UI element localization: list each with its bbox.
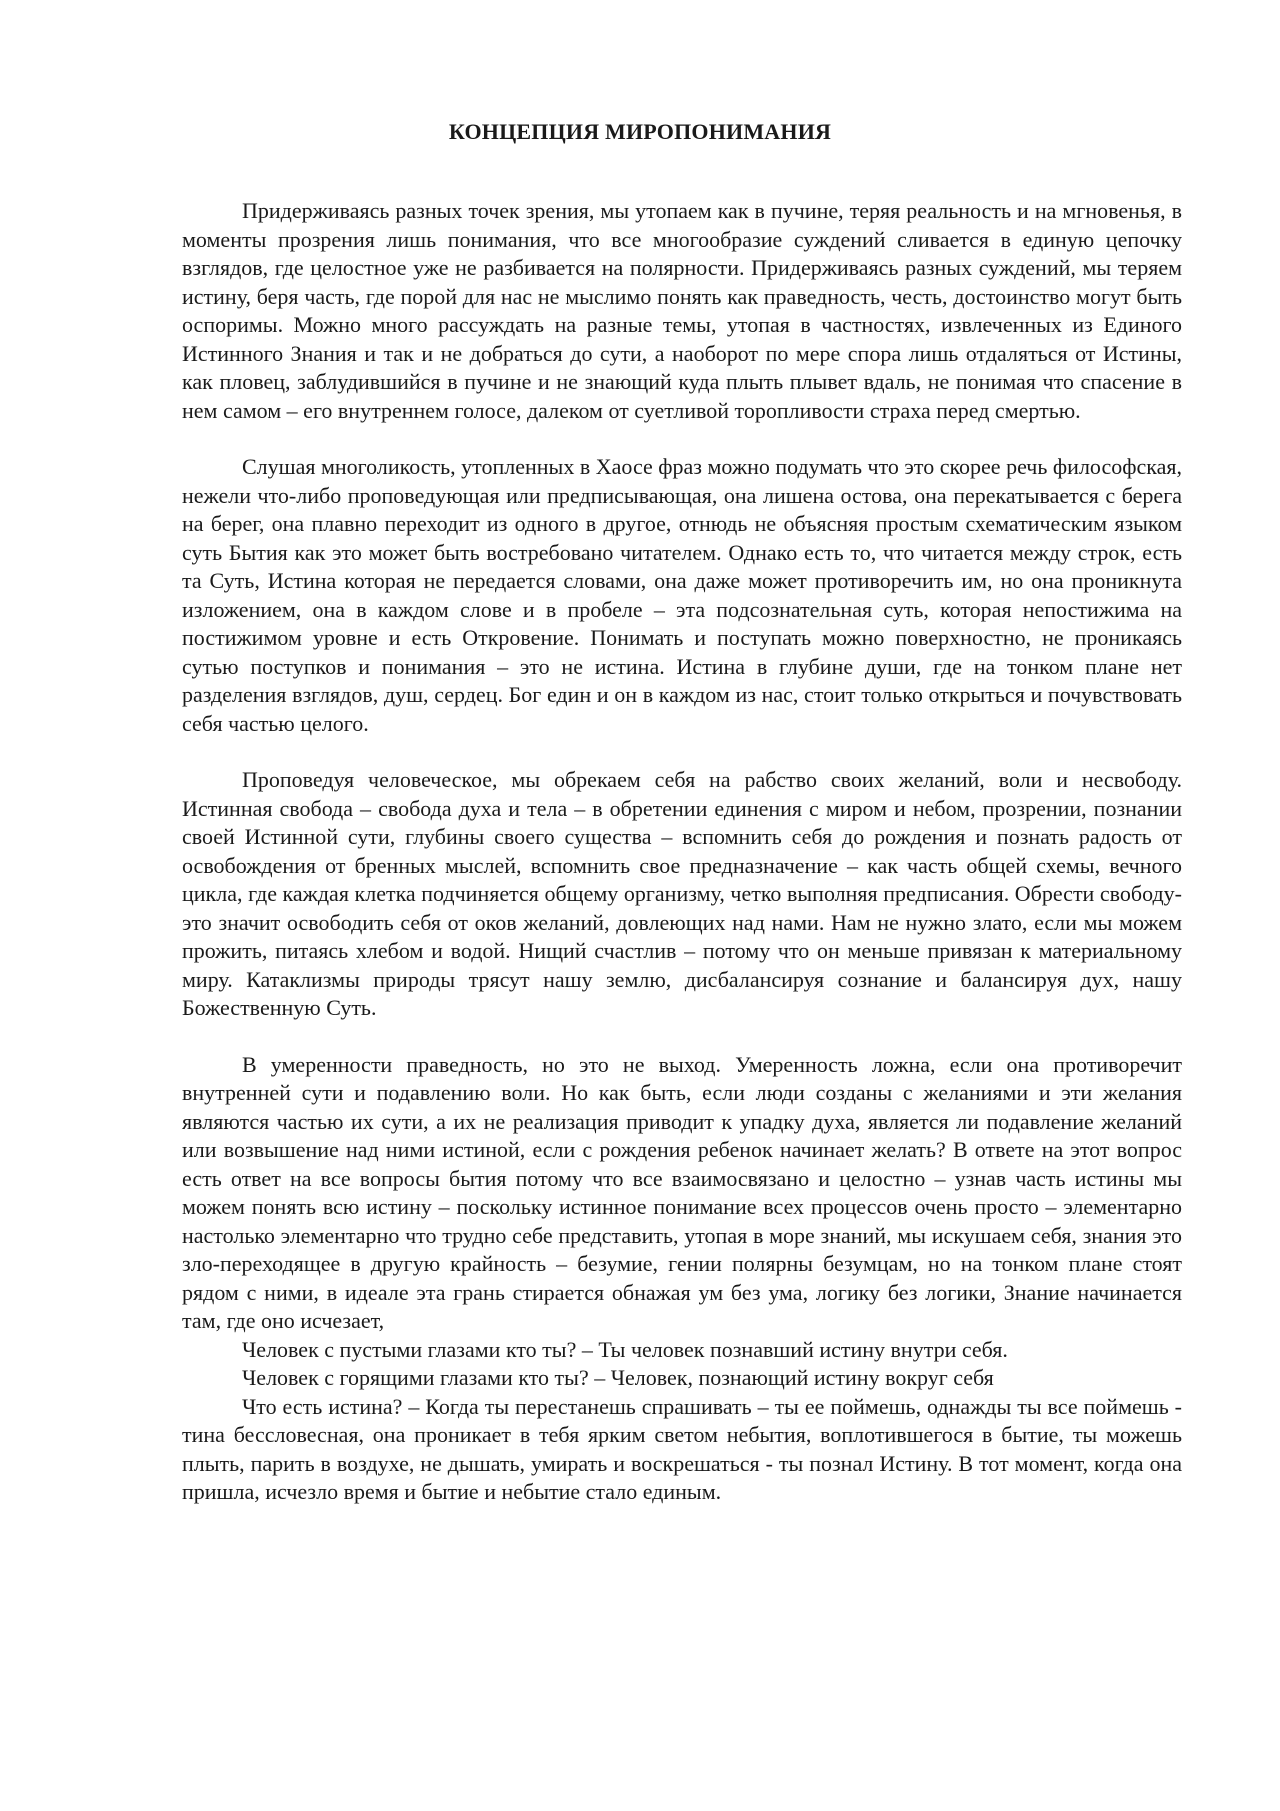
dialogue-line-3: Что есть истина? – Когда ты перестанешь спрашивать – ты ее поймешь, однажды ты все поймешь - тина бессловесная, она проникает в тебя ярким светом небытия, воплотившегося в бытие, ты можешь плыть, парить в воздухе, не дышать, умирать и воскрешаться - ты познал Истину. В тот момент, когда она пришла, исчезло время и бытие и небытие стало единым. [182, 1393, 1182, 1504]
paragraph-3: Проповедуя человеческое, мы обрекаем себя на рабство своих желаний, воли и несвободу. Истинная свобода – свобода духа и тела – в обретении единения с миром и небом, прозрении, познании своей Истинной сути, глубины своего существа – вспомнить себя до рождения и познать радость от освобождения от бренных мыслей, вспомнить свое предназначение – как часть общей схемы, вечного цикла, где каждая клетка подчиняется общему организму, четко выполняя предписания. Обрести свободу-это значит освободить себя от оков желаний, довлеющих над нами. Нам не нужно злато, если мы можем прожить, питаясь хлебом и водой. Нищий счастлив – потому что он меньше привязан к материальному миру. Катаклизмы природы трясут нашу землю, дисбалансируя сознание и балансируя дух, нашу Божественную Суть. [182, 767, 1182, 1020]
page-title: КОНЦЕПЦИЯ МИРОПОНИМАНИЯ [448, 119, 832, 144]
paragraph-1: Придерживаясь разных точек зрения, мы утопаем как в пучине, теряя реальность и на мгновенья, в моменты прозрения лишь понимания, что все многообразие суждений сливается в единую цепочку взглядов, где целостное уже не разбивается на полярности. Придерживаясь разных суждений, мы теряем истину, беря часть, где порой для нас не мыслимо понять как праведность, честь, достоинство могут быть оспоримы. Можно много рассуждать на разные темы, утопая в частностях, извлеченных из Единого Истинного Знания и так и не добраться до сути, а наоборот по мере спора лишь отдаляться от Истины, как пловец, заблудившийся в пучине и не знающий куда плыть плывет вдаль, не понимая что спасение в нем самом – его внутреннем голосе, далеком от суетливой торопливости страха перед смертью. [182, 198, 1182, 423]
paragraph-2: Слушая многоликость, утопленных в Хаосе фраз можно подумать что это скорее речь философская, нежели что-либо проповедующая или предписывающая, она лишена остова, она перекатывается с берега на берег, она плавно переходит из одного в другое, отнюдь не объясняя простым схематическим языком суть Бытия как это может быть востребовано читателем. Однако есть то, что читается между строк, есть та Суть, Истина которая не передается словами, она даже может противоречить им, но она проникнута изложением, она в каждом слове и в пробеле – эта подсознательная суть, которая непостижима на постижимом уровне и есть Откровение. Понимать и поступать можно поверхностно, не проникаясь сутью поступков и понимания – это не истина. Истина в глубине души, где на тонком плане нет разделения взглядов, душ, сердец. Бог един и он в каждом из нас, стоит только открыться и почувствовать себя частью целого. [182, 454, 1182, 736]
dialogue-line-1: Человек с пустыми глазами кто ты? – Ты человек познавший истину внутри себя. [242, 1336, 1008, 1362]
dialogue-line-2: Человек с горящими глазами кто ты? – Человек, познающий истину вокруг себя [242, 1365, 994, 1390]
paragraph-4: В умеренности праведность, но это не выход. Умеренность ложна, если она противоречит внутренней сути и подавлению воли. Но как быть, если люди созданы с желаниями и эти желания являются частью их сути, а их не реализация приводит к упадку духа, является ли подавление желаний или возвышение над ними истиной, если с рождения ребенок начинает желать? В ответе на этот вопрос есть ответ на все вопросы бытия потому что все взаимосвязано и целостно – узнав часть истины мы можем понять всю истину – поскольку истинное понимание всех процессов очень просто – элементарно настолько элементарно что трудно себе представить, утопая в море знаний, мы искушаем себя, знания это зло-переходящее в другую крайность – безумие, гении полярны безумцам, но на тонком плане стоят рядом с ними, в идеале эта грань стирается обнажая ум без ума, логику без логики, Знание начинается там, где оно исчезает, [182, 1051, 1182, 1333]
document-body [182, 197, 1182, 1507]
